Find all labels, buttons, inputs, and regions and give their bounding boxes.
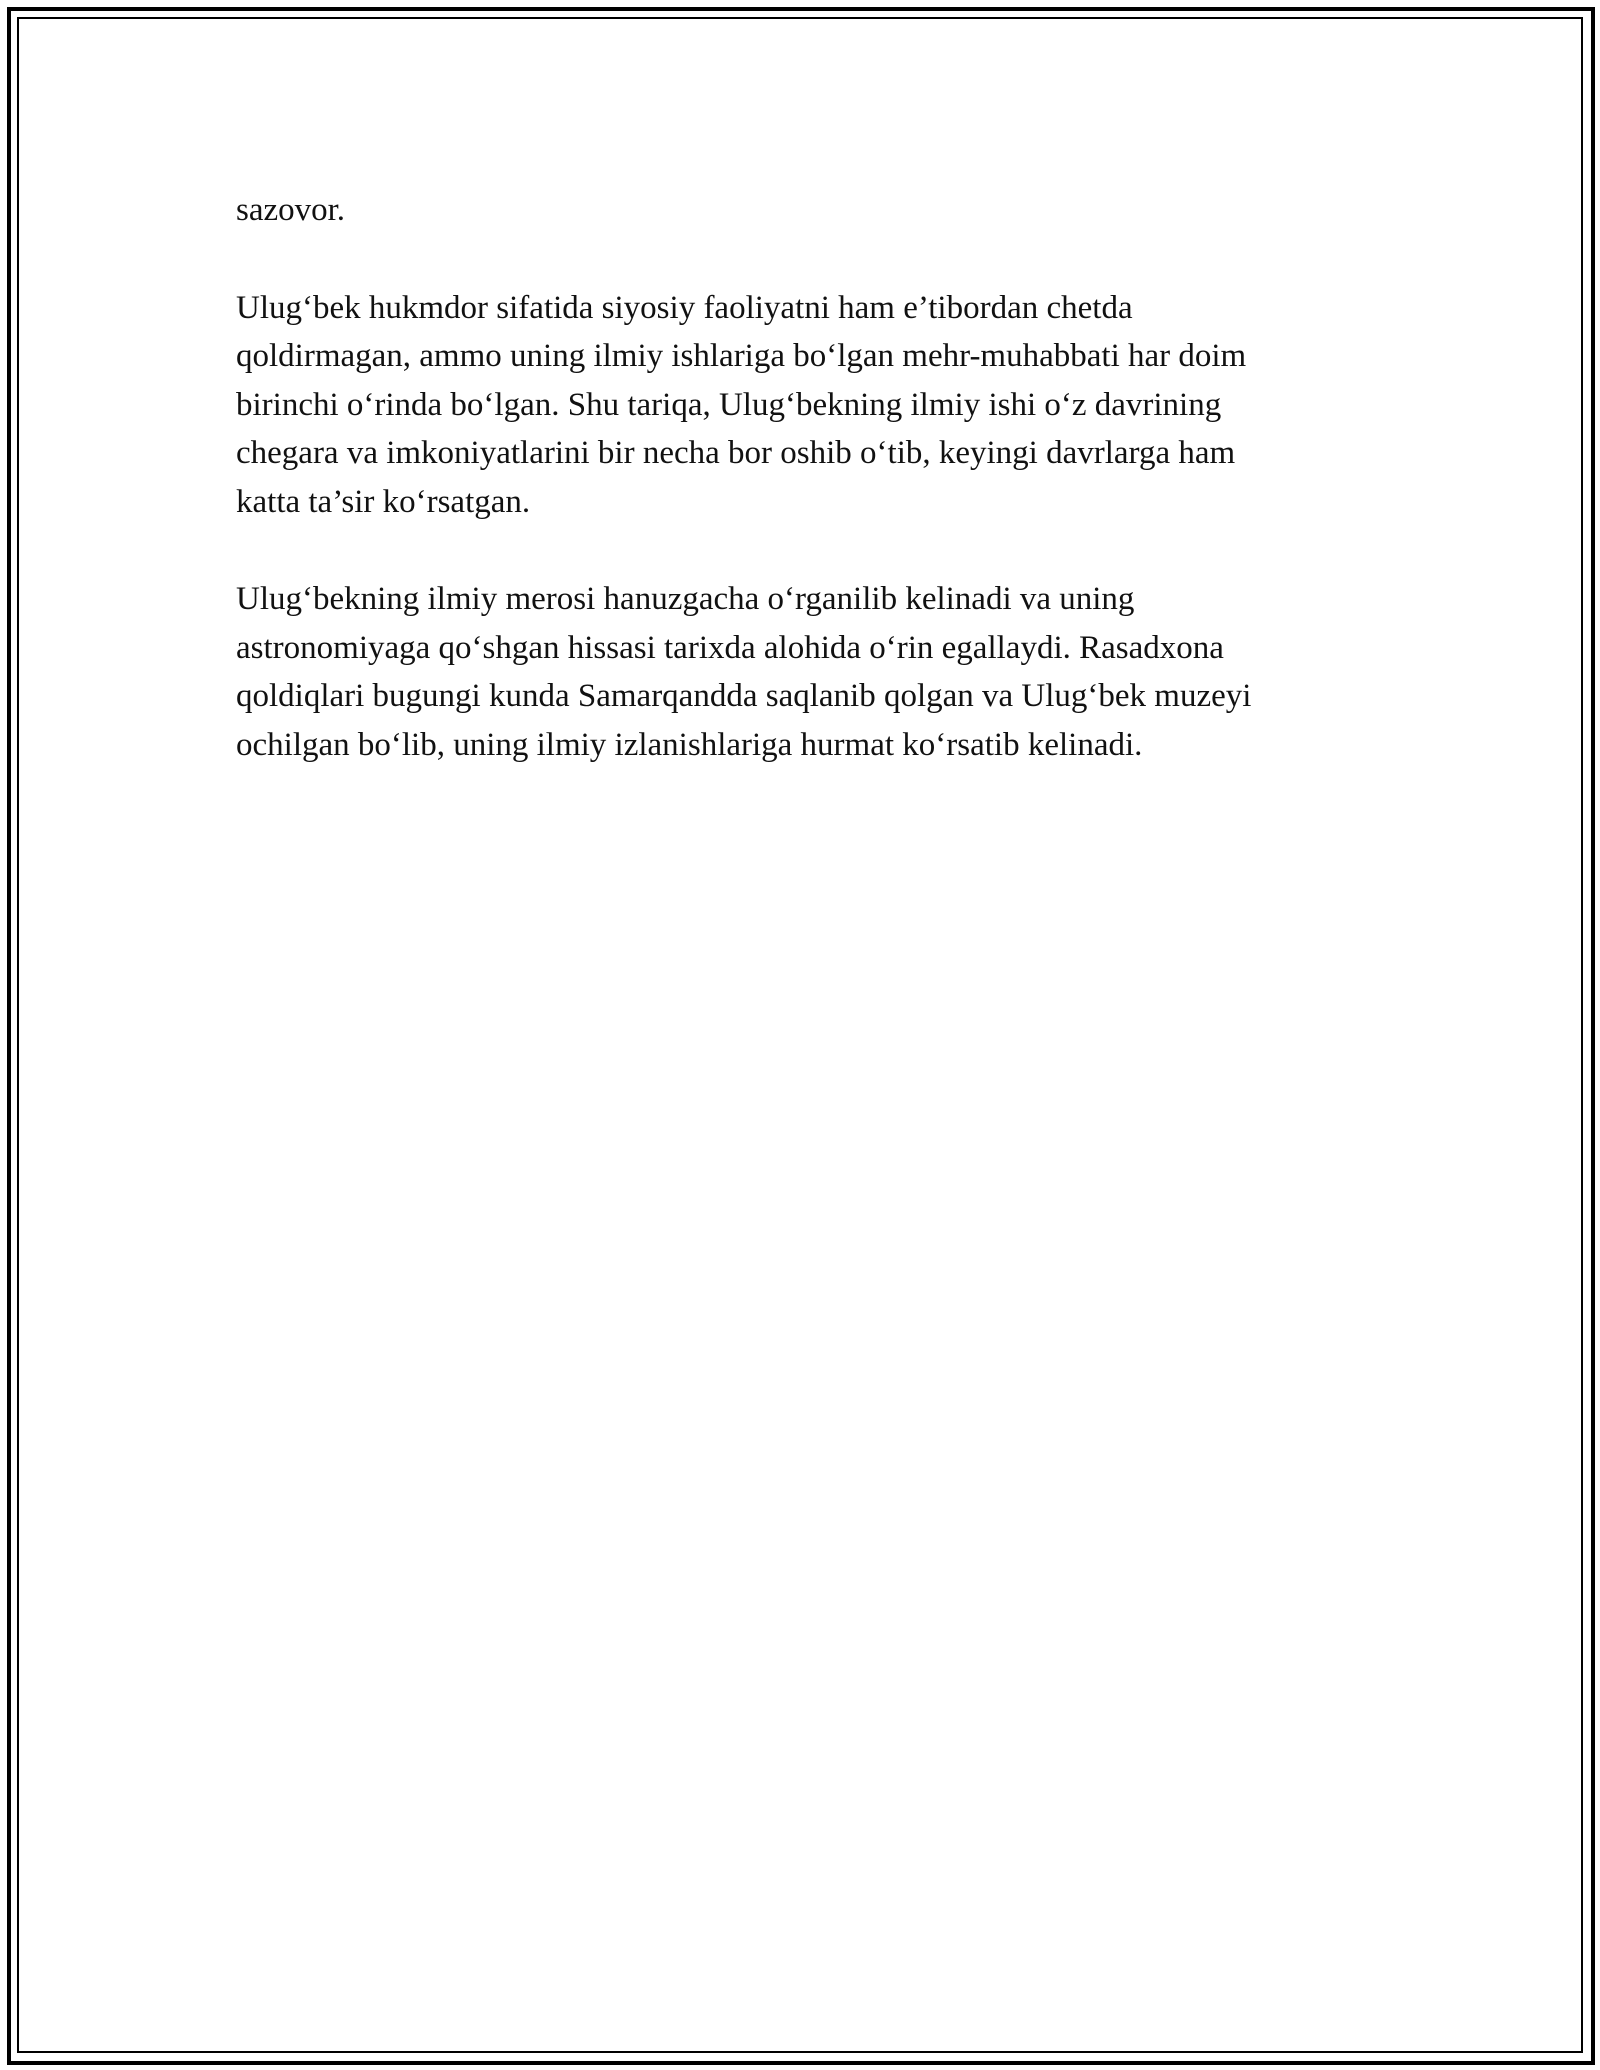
paragraph-scientific-legacy: Ulug‘bekning ilmiy merosi hanuzgacha o‘rganilib kelinadi va uning astronomiyaga qo‘shgan hissasi tarixda alohida o‘rin egallaydi. Rasadxona qoldiqlari bugungi kunda Samarqandda saqlanib qolgan va Ulug‘bek muzeyi ochilgan bo‘lib, uning ilmiy izlanishlariga hurmat ko‘rsatib kelinadi. (236, 581, 1252, 763)
document-body (236, 186, 1386, 818)
paragraph-political-activity: Ulug‘bek hukmdor sifatida siyosiy faoliyatni ham e’tibordan chetda qoldirmagan, ammo uning ilmiy ishlariga bo‘lgan mehr-muhabbati har doim birinchi o‘rinda bo‘lgan. Shu tariqa, Ulug‘bekning ilmiy ishi o‘z davrining chegara va imkoniyatlarini bir necha bor oshib o‘tib, keyingi davrlarga ham katta ta’sir ko‘rsatgan. (236, 289, 1247, 520)
paragraph-continuation: sazovor. (236, 192, 346, 228)
